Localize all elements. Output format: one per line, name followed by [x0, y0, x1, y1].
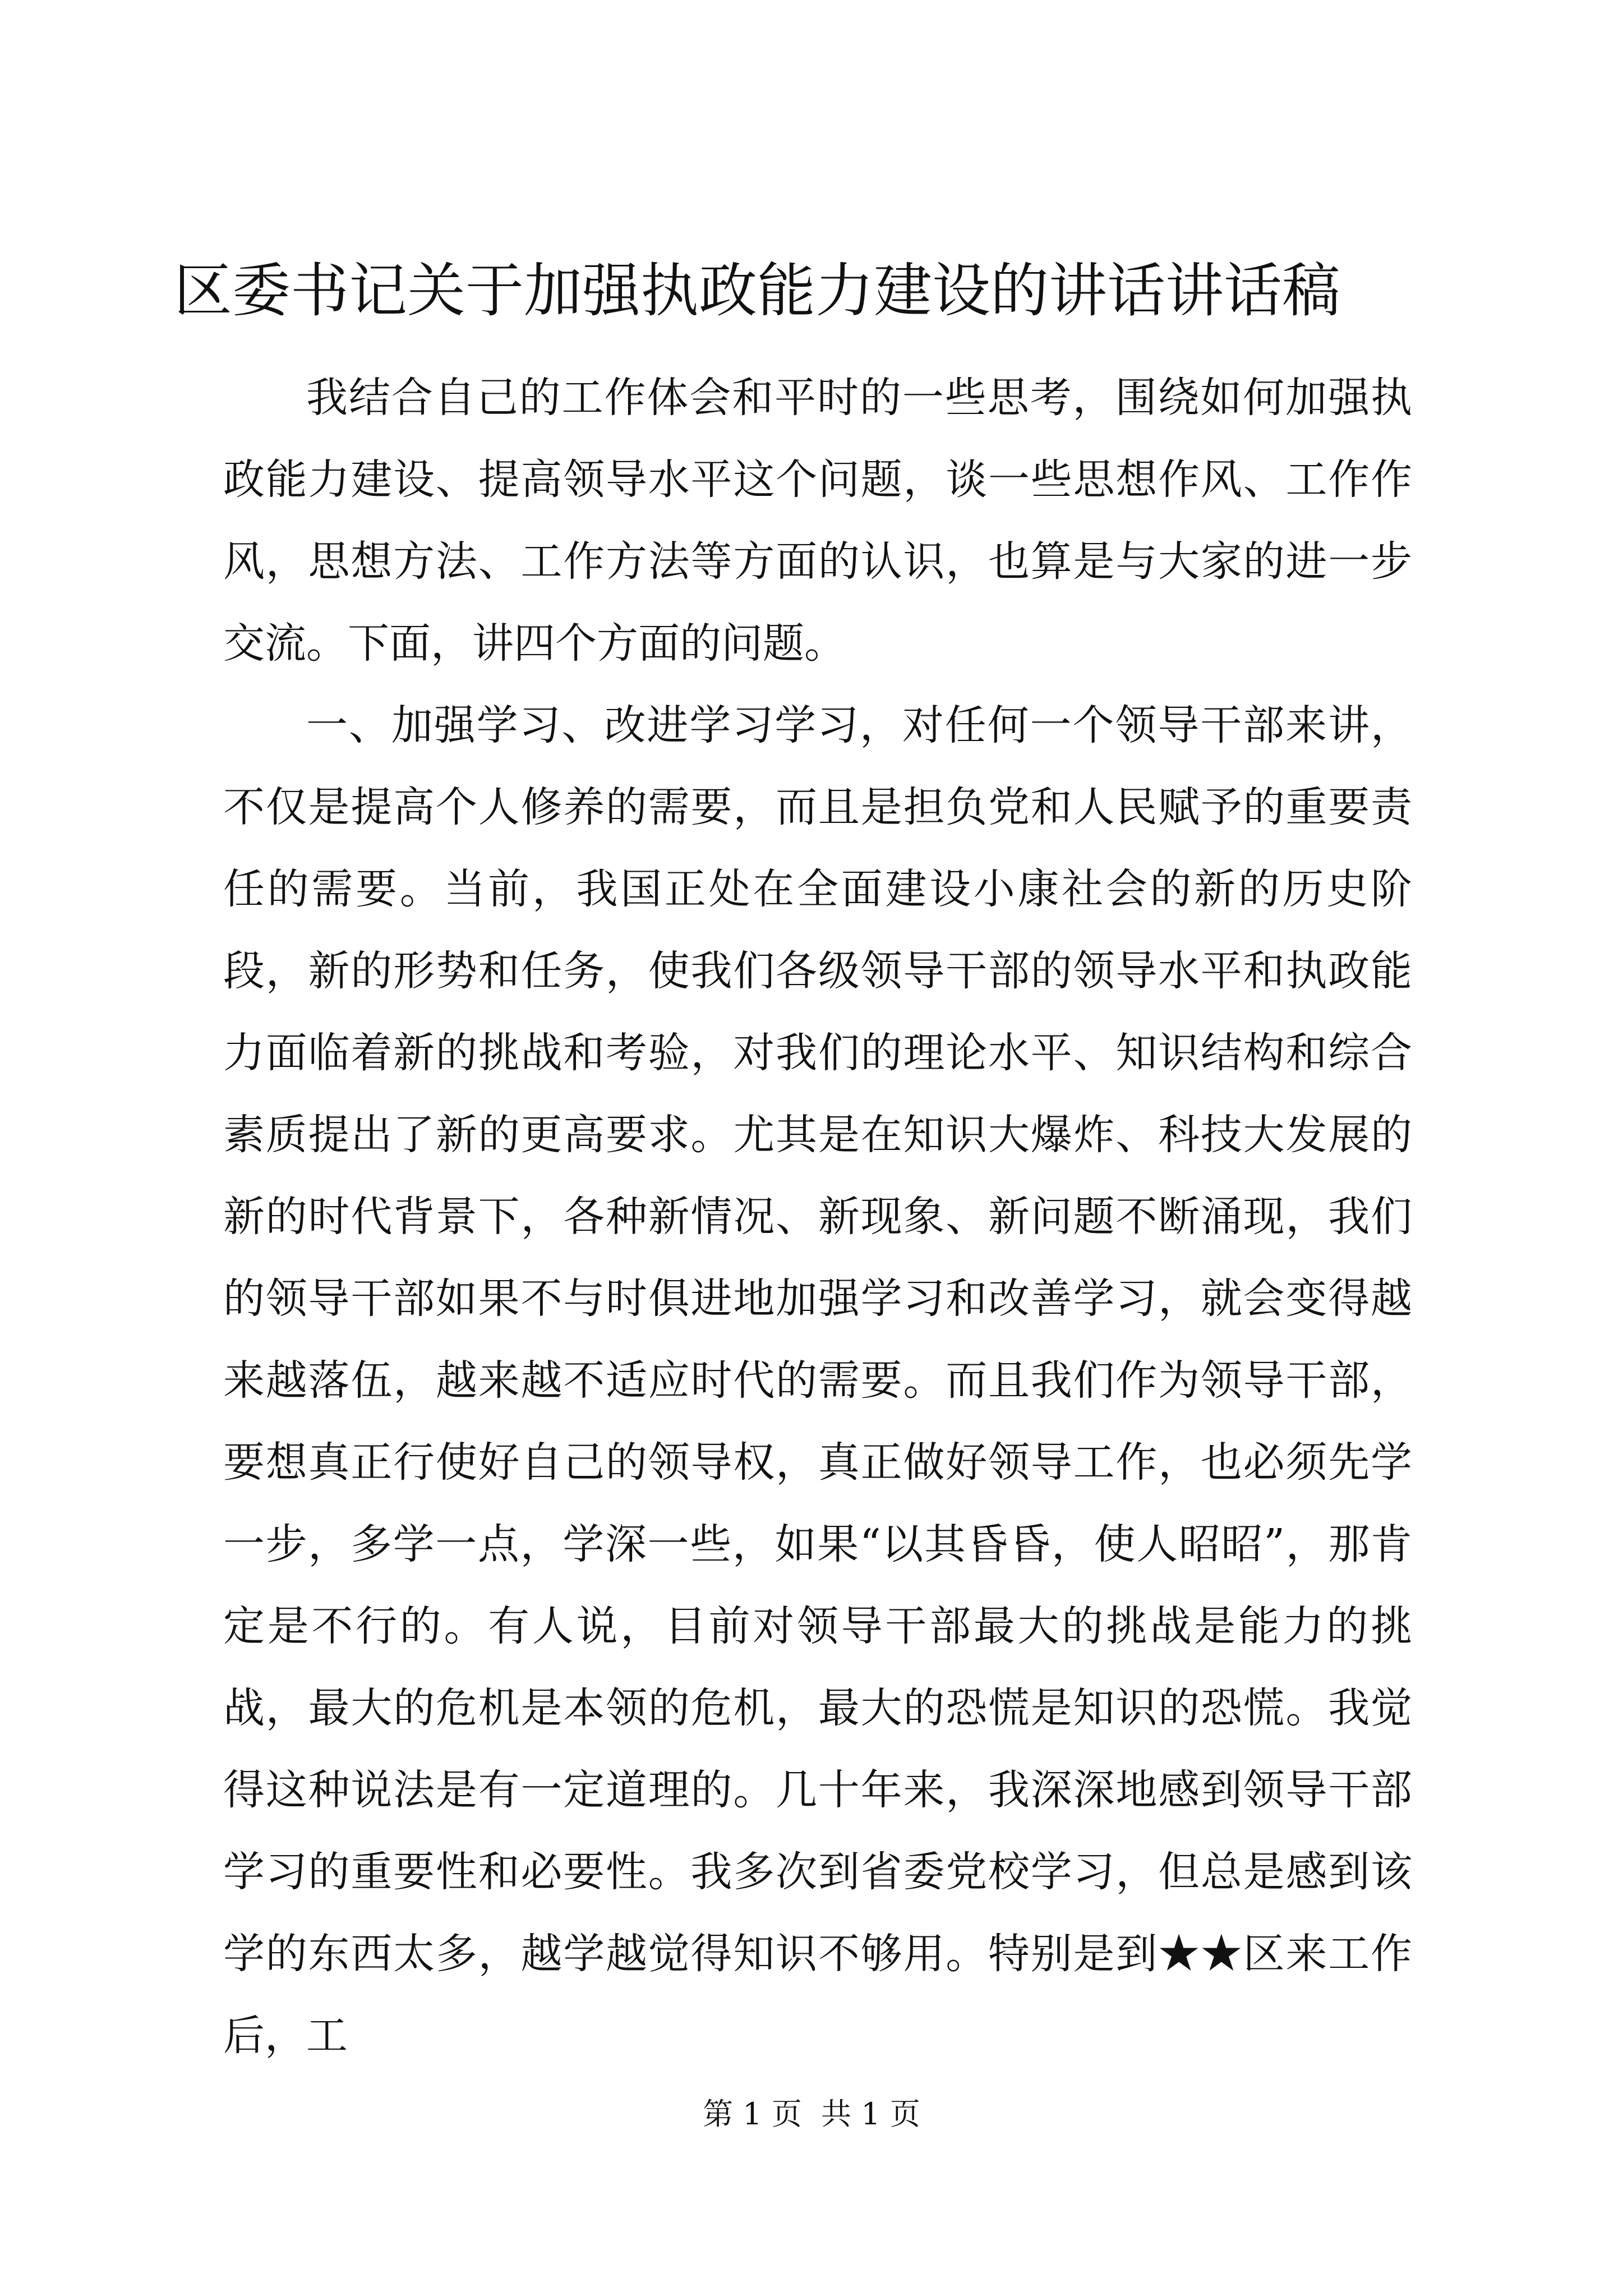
paragraph-intro: 我结合自己的工作体会和平时的一些思考，围绕如何加强执政能力建设、提高领导水平这个问题，谈一些思想作风、工作作风，思想方法、工作方法等方面的认识，也算是与大家的进一步交流。下面，讲四个方面的问题。: [223, 374, 1412, 668]
paragraph-section-one: 一、加强学习、改进学习学习，对任何一个领导干部来讲，不仅是提高个人修养的需要，而且是担负党和人民赋予的重要责任的需要。当前，我国正处在全面建设小康社会的新的历史阶段，新的形势和任务，使我们各级领导干部的领导水平和执政能力面临着新的挑战和考验，对我们的理论水平、知识结构和综合素质提出了新的更高要求。尤其是在知识大爆炸、科技大发展的新的时代背景下，各种新情况、新现象、新问题不断涌现，我们的领导干部如果不与时俱进地加强学习和改善学习，就会变得越来越落伍，越来越不适应时代的需要。而且我们作为领导干部，要想真正行使好自己的领导权，真正做好领导工作，也必须先学一步，多学一点，学深一些，如果“以其昏昏，使人昭昭”，那肯定是不行的。有人说，目前对领导干部最大的挑战是能力的挑战，最大的危机是本领的危机，最大的恐慌是知识的恐慌。我觉得这种说法是有一定道理的。几十年来，我深深地感到领导干部学习的重要性和必要性。我多次到省委党校学习，但总是感到该学的东西太多，越学越觉得知识不够用。特别是到★★区来工作后，工: [223, 701, 1412, 2060]
document-title: 区委书记关于加强执政能力建设的讲话讲话稿: [174, 256, 1341, 325]
document-body: [223, 357, 1412, 2077]
page-footer: [0, 2095, 1623, 2134]
page-number-label: 第 1 页 共 1 页: [703, 2096, 920, 2132]
